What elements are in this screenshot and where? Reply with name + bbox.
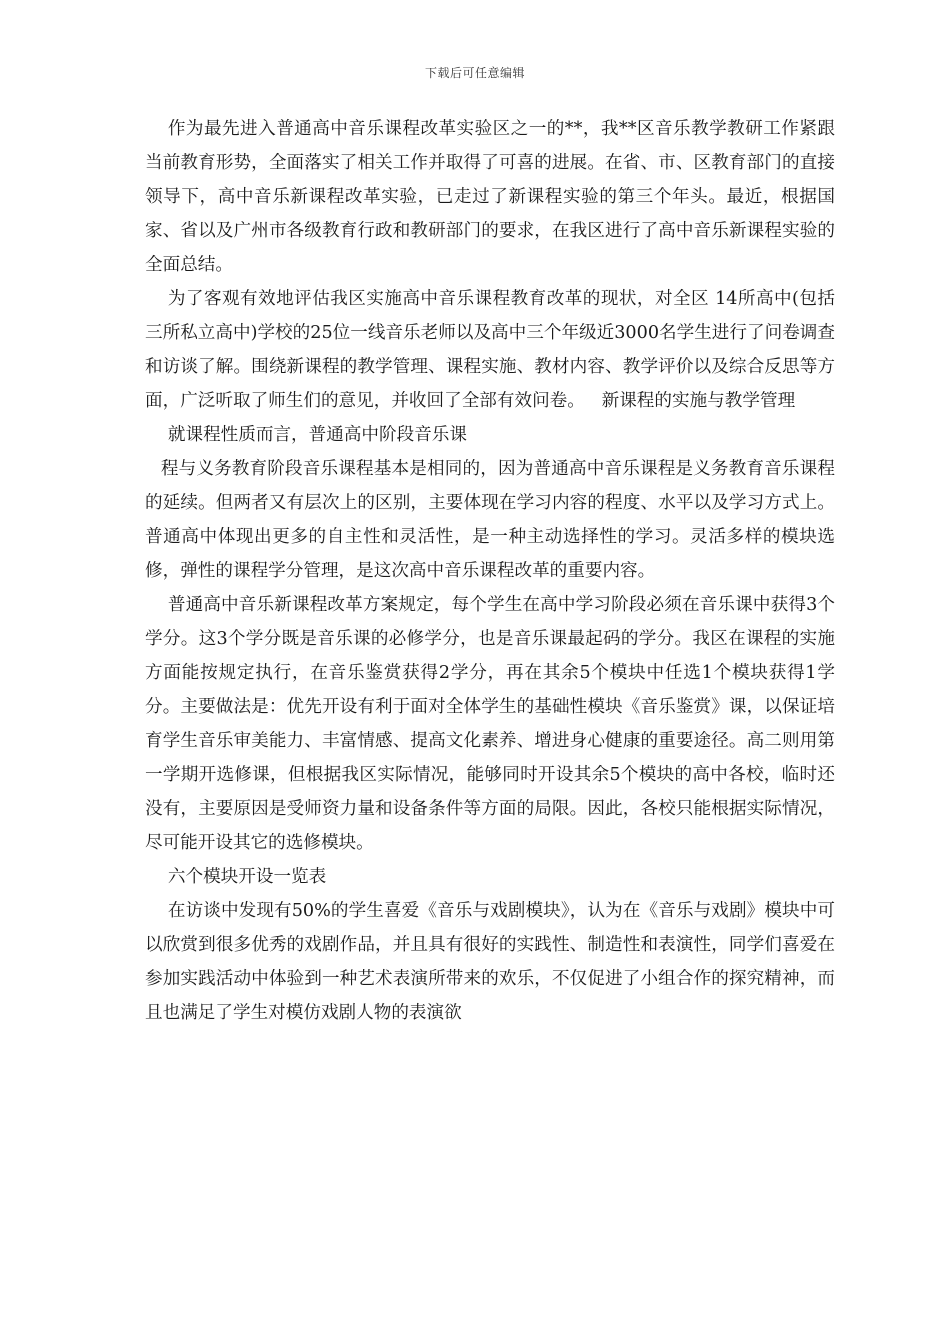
paragraph-credits: 普通高中音乐新课程改革方案规定，每个学生在高中学习阶段必须在音乐课中获得3个学分。这3个学分既是音乐课的必修学分，也是音乐课最起码的学分。我区在课程的实施方面能按规定执行，在音乐鉴赏获得2学分，再在其余5个模块中任选1个模块获得1学分。主要做法是：优先开设有利于面对全体学生的基础性模块《音乐鉴赏》课，以保证培育学生音乐审美能力、丰富情感、提高文化素养、增进身心健康的重要途径。高二则用第一学期开选修课，但根据我区实际情况，能够同时开设其余5个模块的高中各校，临时还没有，主要原因是受师资力量和设备条件等方面的局限。因此，各校只能根据实际情况，尽可能开设其它的选修模块。: [145, 595, 835, 853]
paragraph-interview: 在访谈中发现有50%的学生喜爱《音乐与戏剧模块》，认为在《音乐与戏剧》模块中可以欣赏到很多优秀的戏剧作品，并且具有很好的实践性、制造性和表演性，同学们喜爱在参加实践活动中体验到一种艺术表演所带来的欢乐，不仅促进了小组合作的探究精神，而且也满足了学生对模仿戏剧人物的表演欲: [145, 901, 835, 1023]
paragraph-intro: 作为最先进入普通高中音乐课程改革实验区之一的**，我**区音乐教学教研工作紧跟当前教育形势，全面落实了相关工作并取得了可喜的进展。在省、市、区教育部门的直接领导下，高中音乐新课程改革实验，已走过了新课程实验的第三个年头。最近，根据国家、省以及广州市各级教育行政和教研部门的要求，在我区进行了高中音乐新课程实验的全面总结。: [145, 119, 835, 275]
document-body: [145, 112, 835, 1030]
paragraph-module-table-title: 六个模块开设一览表: [167, 867, 327, 887]
paragraph-course-continuation: 程与义务教育阶段音乐课程基本是相同的，因为普通高中音乐课程是义务教育音乐课程的延续。但两者又有层次上的区别，主要体现在学习内容的程度、水平以及学习方式上。普通高中体现出更多的自主性和灵活性，是一种主动选择性的学习。灵活多样的模块选修，弹性的课程学分管理，是这次高中音乐课程改革的重要内容。: [145, 459, 835, 581]
page-header: 下载后可任意编辑: [424, 66, 525, 80]
paragraph-course-nature: 就课程性质而言，普通高中阶段音乐课: [167, 425, 467, 445]
paragraph-survey: 为了客观有效地评估我区实施高中音乐课程教育改革的现状，对全区 14所高中(包括三所私立高中)学校的25位一线音乐老师以及高中三个年级近3000名学生进行了问卷调查和访谈了解。围绕新课程的教学管理、课程实施、教材内容、教学评价以及综合反思等方面，广泛听取了师生们的意见，并收回了全部有效问卷。 新课程的实施与教学管理: [145, 289, 835, 411]
